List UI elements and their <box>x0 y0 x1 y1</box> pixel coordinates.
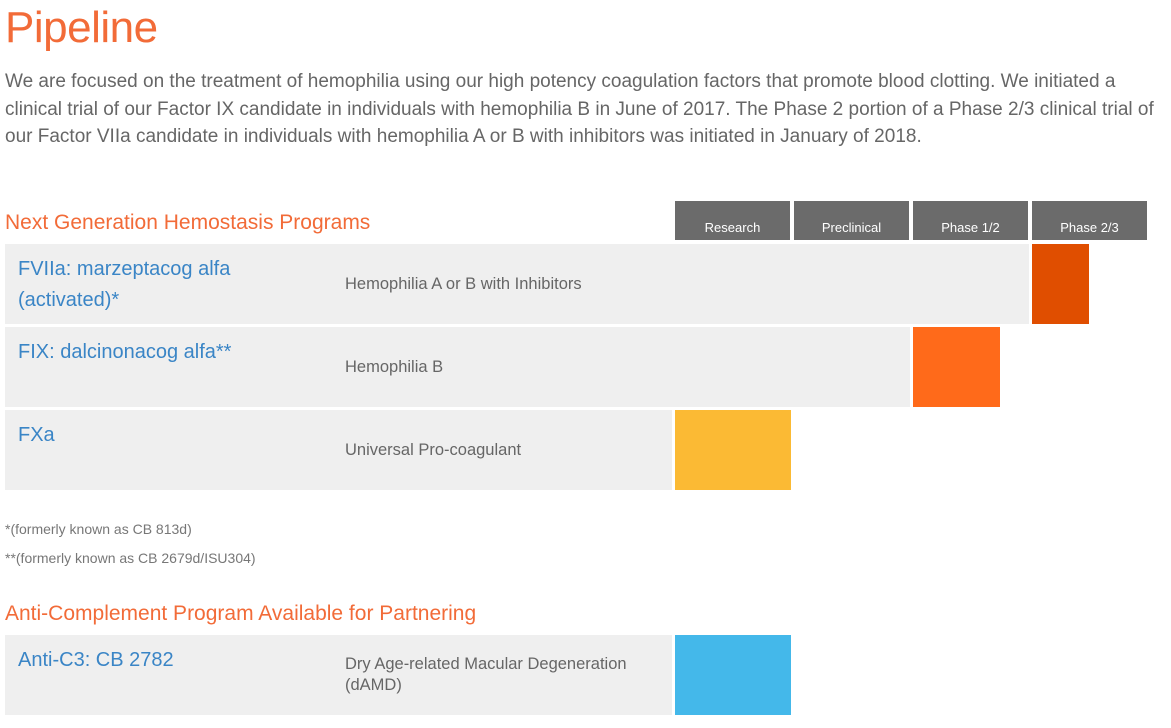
phase-header-phase-1-2: Phase 1/2 <box>913 201 1028 240</box>
program-indication: Hemophilia B <box>345 357 444 376</box>
program-row-fviia <box>5 244 1029 324</box>
phase-bar-fxa <box>675 410 791 490</box>
program-name[interactable]: FVIIa: marzeptacog alfa (activated)* <box>18 258 231 311</box>
intro-paragraph: We are focused on the treatment of hemophilia using our high potency coagulation factors that promote blood clotting. We initiated a clinical trial of our Factor IX candidate in individuals with hemophilia B in June of 2017. The Phase 2 portion of a Phase 2/3 clinical trial of our Factor VIIa candidate in individuals with hemophilia A or B with inhibitors was initiated in January of 2018. <box>5 71 1154 147</box>
program-indication: Universal Pro-coagulant <box>345 440 522 459</box>
footnote-fviia: *(formerly known as CB 813d) <box>5 521 192 537</box>
program-row-fxa <box>5 410 672 490</box>
phase-header-preclinical: Preclinical <box>794 201 909 240</box>
program-row-anti-c3 <box>5 635 672 715</box>
phase-bar-anti-c3 <box>675 635 791 715</box>
phase-bar-fix <box>913 327 1000 407</box>
phase-header-research: Research <box>675 201 790 240</box>
program-name[interactable]: FIX: dalcinonacog alfa** <box>18 341 232 363</box>
phase-bar-fviia <box>1032 244 1089 324</box>
program-indication: Dry Age-related Macular Degeneration (dAMD) <box>345 655 627 694</box>
section-title-anti-complement: Anti-Complement Program Available for Partnering <box>5 602 477 625</box>
program-row-fix <box>5 327 910 407</box>
program-name[interactable]: FXa <box>18 424 55 446</box>
page-title: Pipeline <box>5 3 158 52</box>
phase-header-phase-2-3: Phase 2/3 <box>1032 201 1147 240</box>
program-name[interactable]: Anti-C3: CB 2782 <box>18 649 174 671</box>
section-title-hemostasis: Next Generation Hemostasis Programs <box>5 211 371 234</box>
footnote-fix: **(formerly known as CB 2679d/ISU304) <box>5 550 256 566</box>
program-indication: Hemophilia A or B with Inhibitors <box>345 274 582 293</box>
